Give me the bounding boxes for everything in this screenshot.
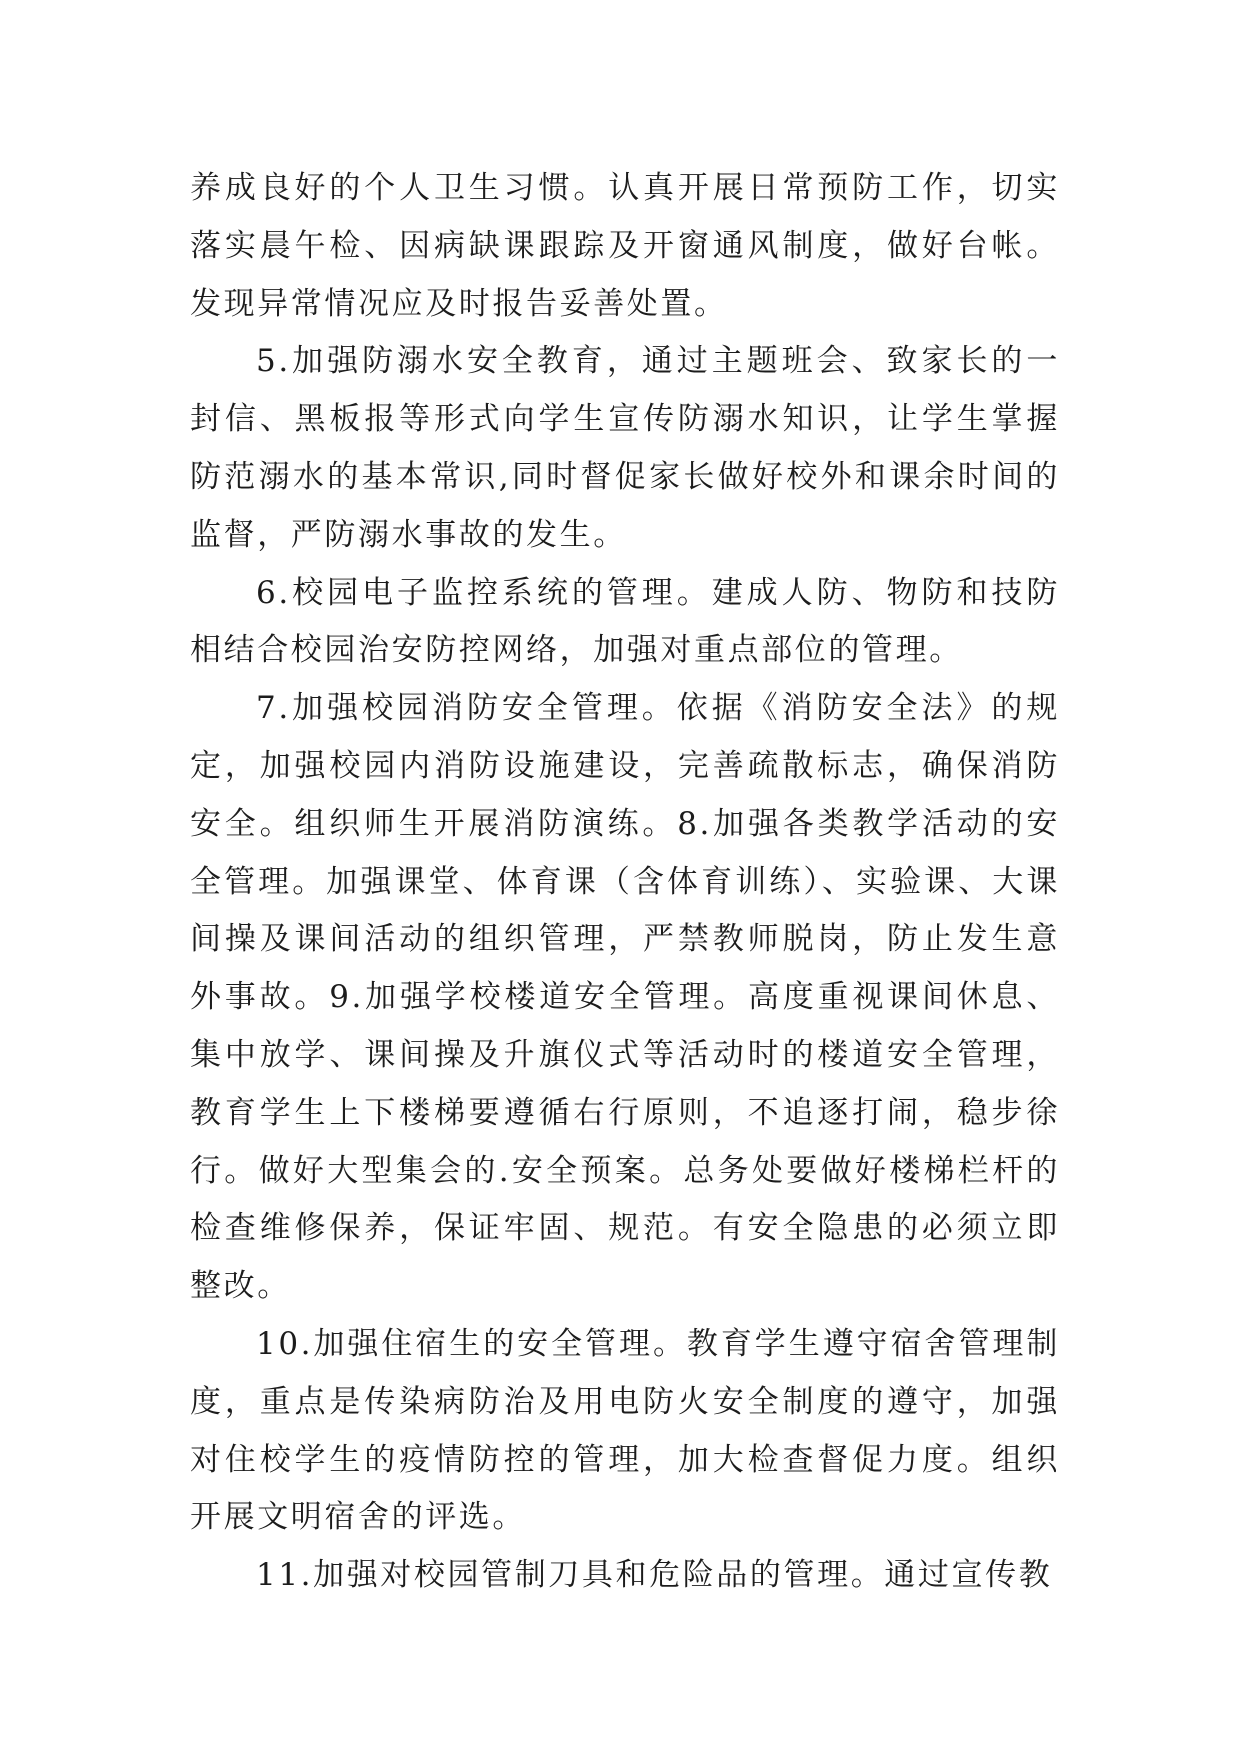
- paragraph-item-6-surveillance: 6.校园电子监控系统的管理。建成人防、物防和技防相结合校园治安防控网络，加强对重点部位的管理。: [190, 574, 1060, 669]
- document-body: [190, 160, 1060, 1605]
- paragraph-item-11-weapons: 11.加强对校园管制刀具和危险品的管理。通过宣传教: [256, 1557, 1053, 1594]
- paragraph-items-7-9-fire-teaching-stairway: 7.加强校园消防安全管理。依据《消防安全法》的规定，加强校园内消防设施建设，完善疏散标志，确保消防安全。组织师生开展消防演练。8.加强各类教学活动的安全管理。加强课堂、体育课（含体育训练）、实验课、大课间操及课间活动的组织管理，严禁教师脱岗，防止发生意外事故。9.加强学校楼道安全管理。高度重视课间休息、集中放学、课间操及升旗仪式等活动时的楼道安全管理，教育学生上下楼梯要遵循右行原则，不追逐打闹，稳步徐行。做好大型集会的.安全预案。总务处要做好楼梯栏杆的检查维修保养，保证牢固、规范。有安全隐患的必须立即整改。: [190, 690, 1060, 1305]
- paragraph-item-10-dormitory: 10.加强住宿生的安全管理。教育学生遵守宿舍管理制度，重点是传染病防治及用电防火安全制度的遵守，加强对住校学生的疫情防控的管理，加大检查督促力度。组织开展文明宿舍的评选。: [190, 1325, 1060, 1536]
- paragraph-item-5-drowning-prevention: 5.加强防溺水安全教育，通过主题班会、致家长的一封信、黑板报等形式向学生宣传防溺水知识，让学生掌握防范溺水的基本常识,同时督促家长做好校外和课余时间的监督，严防溺水事故的发生。: [190, 343, 1060, 553]
- paragraph-hygiene-continuation: 养成良好的个人卫生习惯。认真开展日常预防工作，切实落实晨午检、因病缺课跟踪及开窗通风制度，做好台帐。发现异常情况应及时报告妥善处置。: [190, 170, 1060, 322]
